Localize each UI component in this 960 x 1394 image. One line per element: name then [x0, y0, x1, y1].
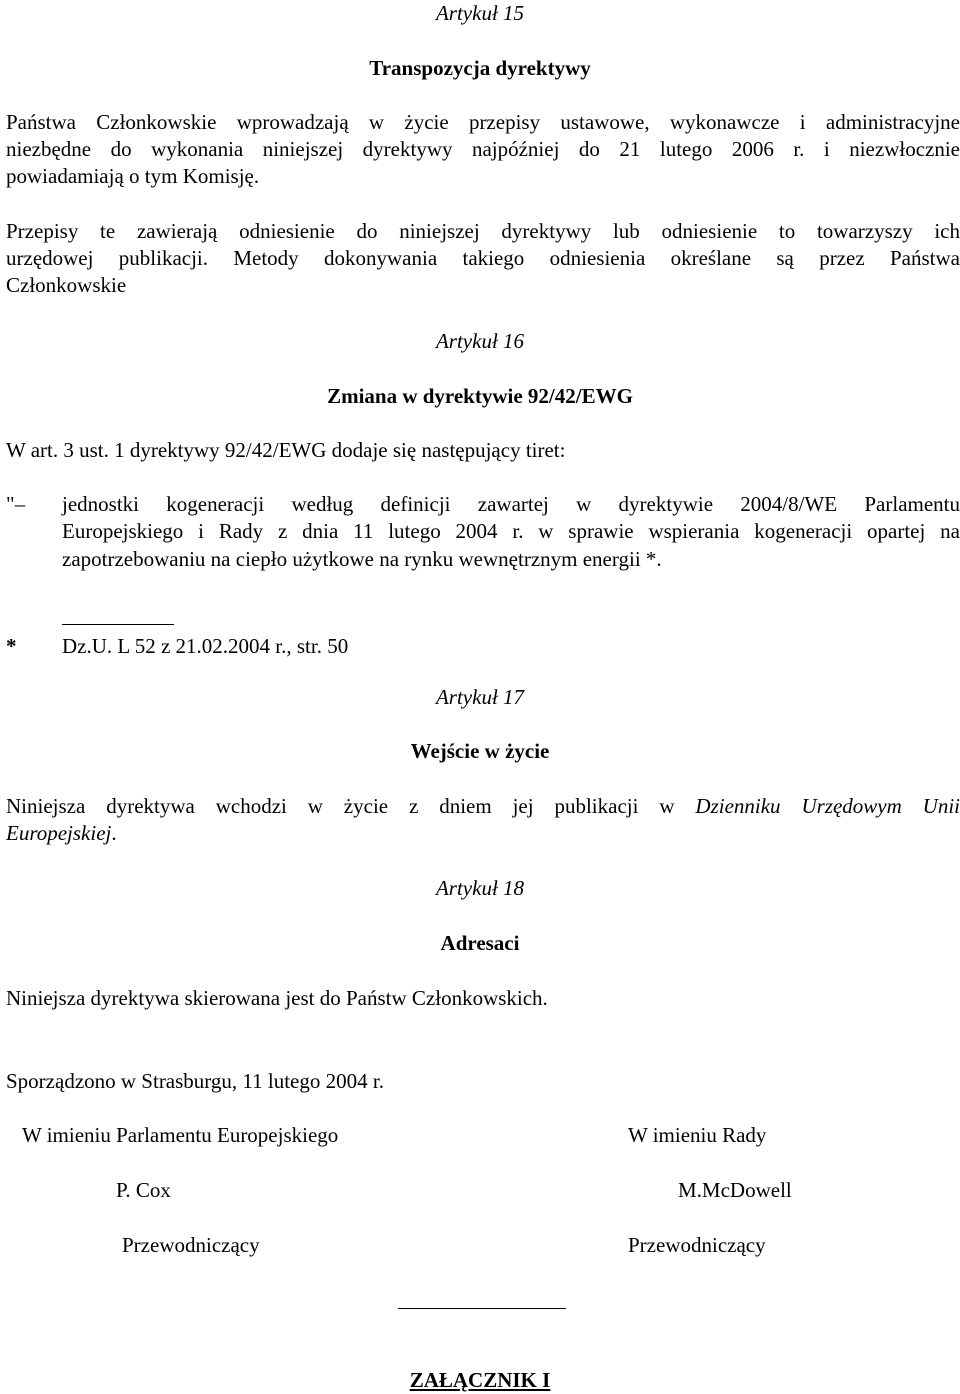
- tiret-line-2: Europejskiego i Rady z dnia 11 lutego 2004 r. w sprawie wspierania kogeneracji opartej na: [62, 519, 960, 543]
- article-18-title: Adresaci: [440, 931, 520, 955]
- signatory-right-name: M.McDowell: [678, 1178, 792, 1202]
- signatory-left-name: P. Cox: [116, 1178, 171, 1202]
- signatory-left-role: Przewodniczący: [122, 1233, 260, 1257]
- article-17-journal-name: Dzienniku Urzędowym Unii: [695, 794, 960, 818]
- article-17-title: Wejście w życie: [410, 739, 550, 763]
- article-18-text: Niniejsza dyrektywa skierowana jest do Państw Członkowskich.: [6, 986, 548, 1010]
- signatory-right-role: Przewodniczący: [628, 1233, 766, 1257]
- article-16-number: Artykuł 16: [435, 329, 525, 353]
- article-15-paragraph-1-line-1: Państwa Członkowskie wprowadzają w życie przepisy ustawowe, wykonawcze i administracyjne: [6, 110, 960, 134]
- article-15-paragraph-2-line-3: Członkowskie: [6, 273, 127, 297]
- article-17-journal-name-end: Europejskiej: [6, 821, 112, 845]
- article-15-number: Artykuł 15: [435, 1, 525, 25]
- footnote-mark: *: [6, 634, 17, 658]
- article-17-text-line-1: [6, 793, 960, 820]
- tiret-dash-mark: "–: [6, 492, 26, 516]
- article-17-text-line-2: [6, 820, 960, 847]
- footnote-text: Dz.U. L 52 z 21.02.2004 r., str. 50: [62, 634, 349, 658]
- article-17-number: Artykuł 17: [435, 685, 525, 709]
- article-15-paragraph-1-line-3: powiadamiają o tym Komisję.: [6, 164, 260, 188]
- article-15-title: Transpozycja dyrektywy: [369, 56, 591, 80]
- article-17-text-period: .: [111, 821, 117, 845]
- footnote-rule: [62, 624, 174, 625]
- separator-rule: [398, 1308, 566, 1309]
- tiret-line-3: zapotrzebowaniu na ciepło użytkowe na rynku wewnętrznym energii *.: [62, 547, 662, 571]
- article-18-number: Artykuł 18: [435, 876, 525, 900]
- article-17-text-plain: Niniejsza dyrektywa wchodzi w życie z dniem jej publikacji w: [6, 794, 675, 818]
- article-16-title: Zmiana w dyrektywie 92/42/EWG: [327, 384, 633, 408]
- article-16-intro: W art. 3 ust. 1 dyrektywy 92/42/EWG dodaje się następujący tiret:: [6, 438, 566, 462]
- article-15-paragraph-2-line-1: Przepisy te zawierają odniesienie do niniejszej dyrektywy lub odniesienie to towarzyszy ich: [6, 219, 960, 243]
- article-15-paragraph-1-line-2: niezbędne do wykonania niniejszej dyrektywy najpóźniej do 21 lutego 2006 r. i niezwłocznie: [6, 137, 960, 161]
- tiret-line-1: jednostki kogeneracji według definicji zawartej w dyrektywie 2004/8/WE Parlamentu: [62, 492, 960, 516]
- signatory-left-institution: W imieniu Parlamentu Europejskiego: [22, 1123, 339, 1147]
- article-15-paragraph-2-line-2: urzędowej publikacji. Metody dokonywania takiego odniesienia określane są przez Państwa: [6, 246, 960, 270]
- place-and-date: Sporządzono w Strasburgu, 11 lutego 2004 r.: [6, 1069, 384, 1093]
- annex-title: ZAŁĄCZNIK I: [409, 1368, 551, 1392]
- signatory-right-institution: W imieniu Rady: [628, 1123, 767, 1147]
